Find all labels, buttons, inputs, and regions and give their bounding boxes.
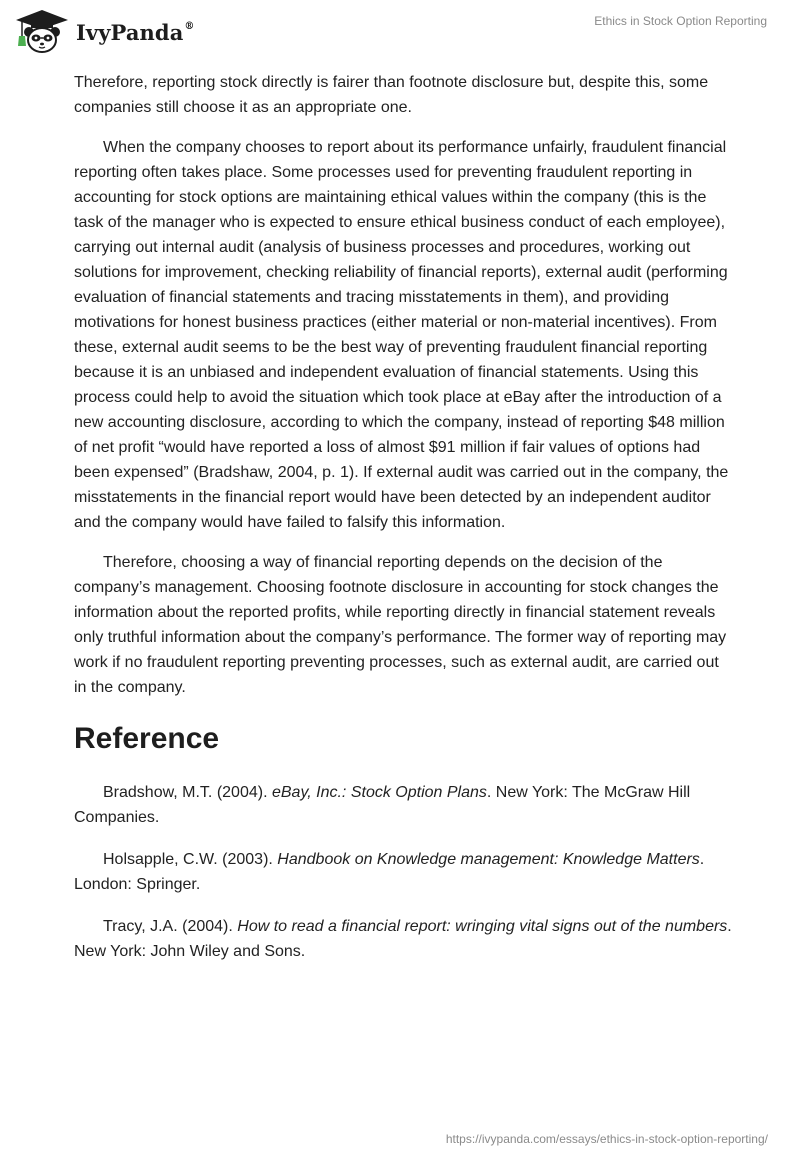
paragraph: Therefore, choosing a way of financial reporting depends on the decision of the company’s management. Choosing footnote disclosure in accounting for stock changes the information about the reported profits, while reporting directly in financial statement reveals only truthful information about the company’s performance. The former way of reporting may work if no fraudulent reporting preventing processes, such as external audit, are carried out in the company. [74,554,727,696]
panda-graduate-icon [14,8,70,54]
paragraph: Therefore, reporting stock directly is fairer than footnote disclosure but, despite this, some companies still choose it as an appropriate one. [74,74,709,116]
ivypanda-logo[interactable] [14,8,195,54]
essay-content [74,70,734,981]
reference-item: Tracy, J.A. (2004). How to read a financial report: wringing vital signs out of the numbers. New York: John Wiley and Sons. [74,918,732,960]
brand-name: IvyPanda® [76,19,195,45]
reference-item: Holsapple, C.W. (2003). Handbook on Knowledge management: Knowledge Matters. London: Springer. [74,851,705,893]
paragraph: When the company chooses to report about its performance unfairly, fraudulent financial reporting often takes place. Some processes used for preventing fraudulent reporting in accounting for stock options are maintaining ethical values within the company (this is the task of the manager who is expected to ensure ethical business conduct of each employee), carrying out internal audit (analysis of business processes and procedures, working out solutions for improvement, checking reliability of financial reports), external audit (performing evaluation of financial statements and tracing misstatements in them), and providing motivations for honest business practices (either material or non-material incentives). From these, external audit seems to be the best way of preventing fraudulent financial reporting because it is an unbiased and independent evaluation of financial statements. Using this process could help to avoid the situation which took place at eBay after the introduction of a new accounting disclosure, according to which the company, instead of reporting $48 million of net profit “would have reported a loss of almost $91 million if fair values of options had been expensed” (Bradshaw, 2004, p. 1). If external audit was carried out in the company, the misstatements in the financial report would have been detected by an independent auditor and the company would have failed to falsify this information. [74,139,729,531]
document-title: Ethics in Stock Option Reporting [594,14,767,28]
source-url-link[interactable]: https://ivypanda.com/essays/ethics-in-stock-option-reporting/ [445,1132,768,1146]
page-header [0,0,800,70]
reference-item: Bradshow, M.T. (2004). eBay, Inc.: Stock Option Plans. New York: The McGraw Hill Companies. [74,784,691,826]
reference-heading: Reference [74,722,220,755]
